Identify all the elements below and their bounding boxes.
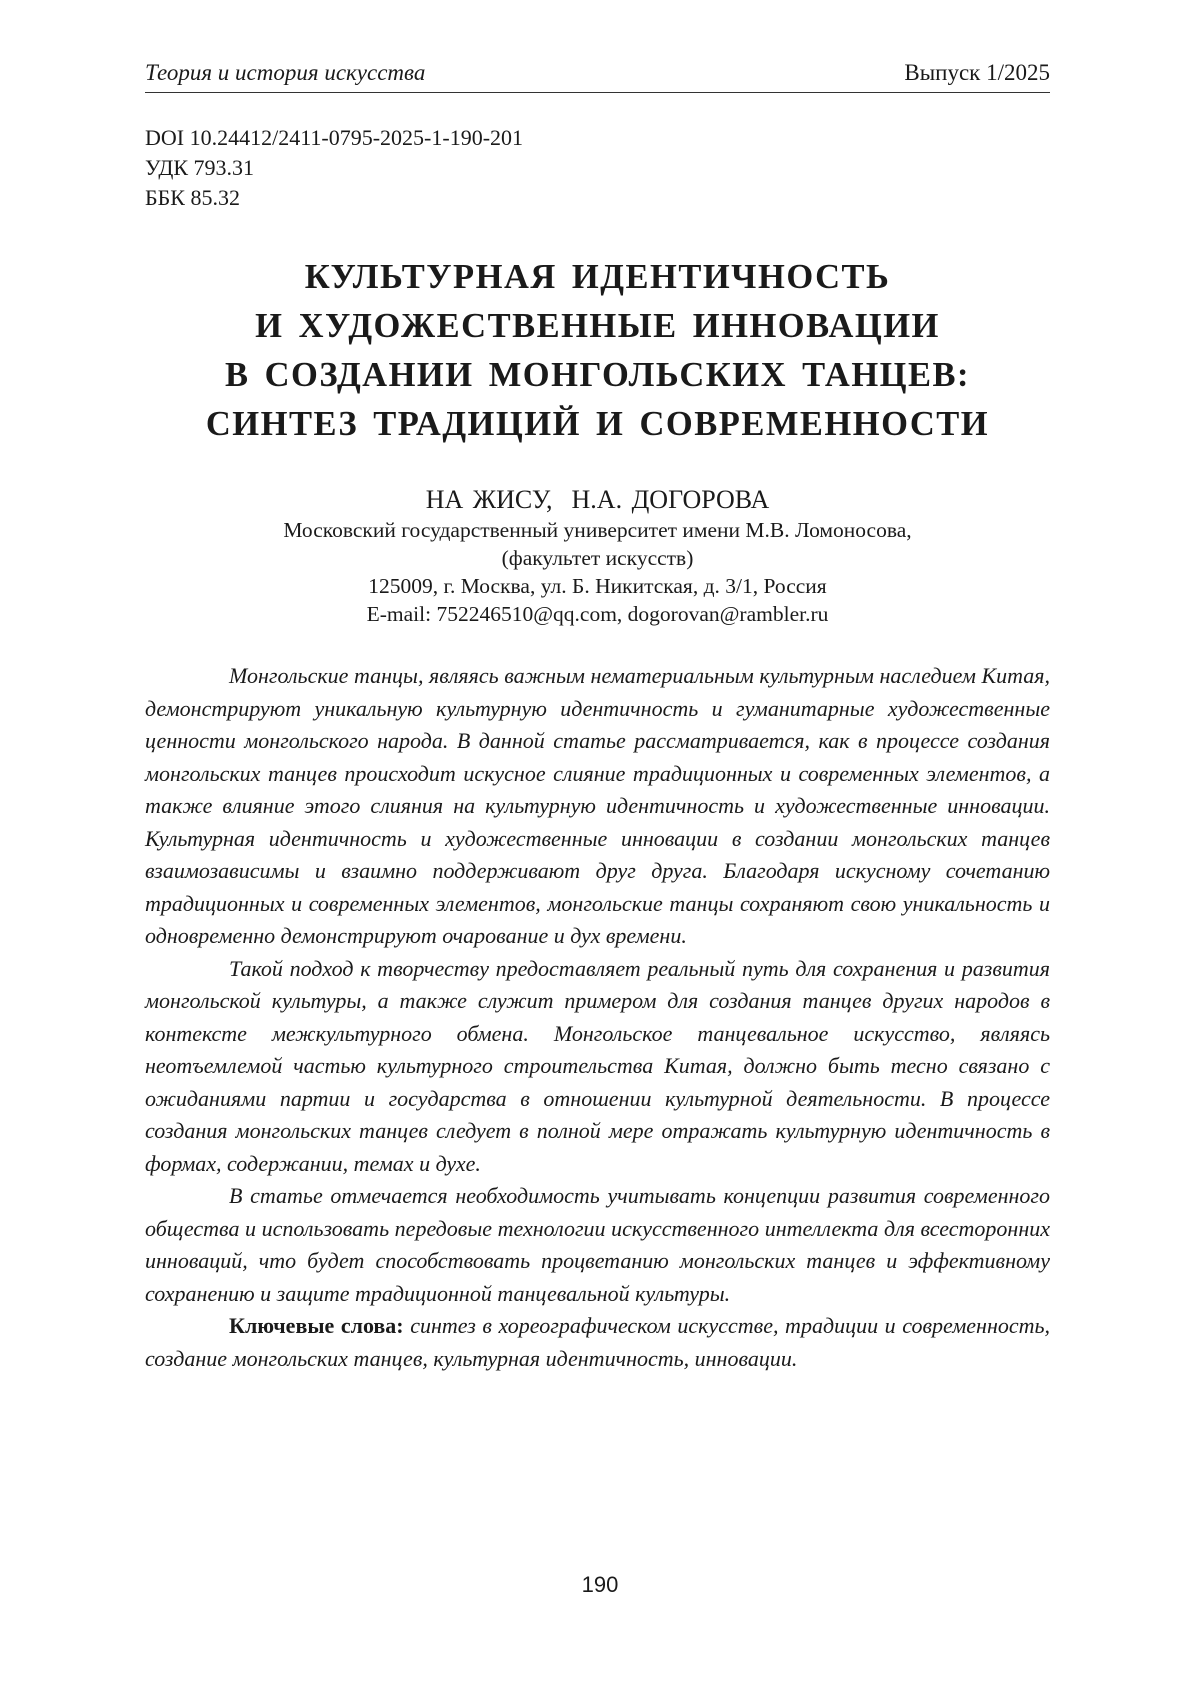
title-line: СИНТЕЗ ТРАДИЦИЙ И СОВРЕМЕННОСТИ: [145, 400, 1050, 449]
abstract-paragraph: Монгольские танцы, являясь важным нематериальным культурным наследием Китая, демонстрируют уникальную культурную идентичность и гуманитарные художественные ценности монгольского народа. В данной статье рассматривается, как в процессе создания монгольских танцев происходит искусное слияние традиционных и современных элементов, а также влияние этого слияния на культурную идентичность и художественные инновации. Культурная идентичность и художественные инновации в создании монгольских танцев взаимозависимы и взаимно поддерживают друг друга. Благодаря искусному сочетанию традиционных и современных элементов, монгольские танцы сохраняют свою уникальность и одновременно демонстрируют очарование и дух времени.: [145, 660, 1050, 953]
affiliation-faculty: (факультет искусств): [145, 544, 1050, 572]
affiliation: [145, 516, 1050, 628]
bbk: ББК 85.32: [145, 183, 1050, 213]
keywords-text: синтез в хореографическом искусстве, традиции и современность, создание монгольских танцев, культурная идентичность, инновации.: [145, 1313, 1050, 1371]
abstract-paragraph: В статье отмечается необходимость учитывать концепции развития современного общества и использовать передовые технологии искусственного интеллекта для всесторонних инноваций, что будет способствовать процветанию монгольских танцев и эффективному сохранению и защите традиционной танцевальной культуры.: [145, 1180, 1050, 1310]
abstract-paragraph: Такой подход к творчеству предоставляет реальный путь для сохранения и развития монгольской культуры, а также служит примером для создания танцев других народов в контексте межкультурного обмена. Монгольское танцевальное искусство, являясь неотъемлемой частью культурного строительства Китая, должно быть тесно связано с ожиданиями партии и государства в отношении культурной деятельности. В процессе создания монгольских танцев следует в полной мере отражать культурную идентичность в формах, содержании, темах и духе.: [145, 953, 1050, 1181]
article-title: [145, 253, 1050, 449]
running-header: [145, 60, 1050, 93]
article-metadata: [145, 123, 1050, 213]
abstract: [145, 660, 1050, 1375]
journal-name: Теория и история искусства: [145, 60, 425, 86]
article-page: [145, 60, 1050, 1375]
keywords: [145, 1310, 1050, 1375]
page-number: 190: [0, 1572, 1200, 1598]
title-line: В СОЗДАНИИ МОНГОЛЬСКИХ ТАНЦЕВ:: [145, 351, 1050, 400]
title-line: КУЛЬТУРНАЯ ИДЕНТИЧНОСТЬ: [145, 253, 1050, 302]
authors: НА ЖИСУ, Н.А. ДОГОРОВА: [145, 484, 1050, 516]
issue-number: Выпуск 1/2025: [904, 60, 1050, 86]
affiliation-address: 125009, г. Москва, ул. Б. Никитская, д. 3/1, Россия: [145, 572, 1050, 600]
title-line: И ХУДОЖЕСТВЕННЫЕ ИННОВАЦИИ: [145, 302, 1050, 351]
doi: DOI 10.24412/2411-0795-2025-1-190-201: [145, 123, 1050, 153]
keywords-label: Ключевые слова:: [229, 1313, 404, 1338]
affiliation-email: E-mail: 752246510@qq.com, dogorovan@rambler.ru: [145, 600, 1050, 628]
udk: УДК 793.31: [145, 153, 1050, 183]
affiliation-university: Московский государственный университет имени М.В. Ломоносова,: [145, 516, 1050, 544]
